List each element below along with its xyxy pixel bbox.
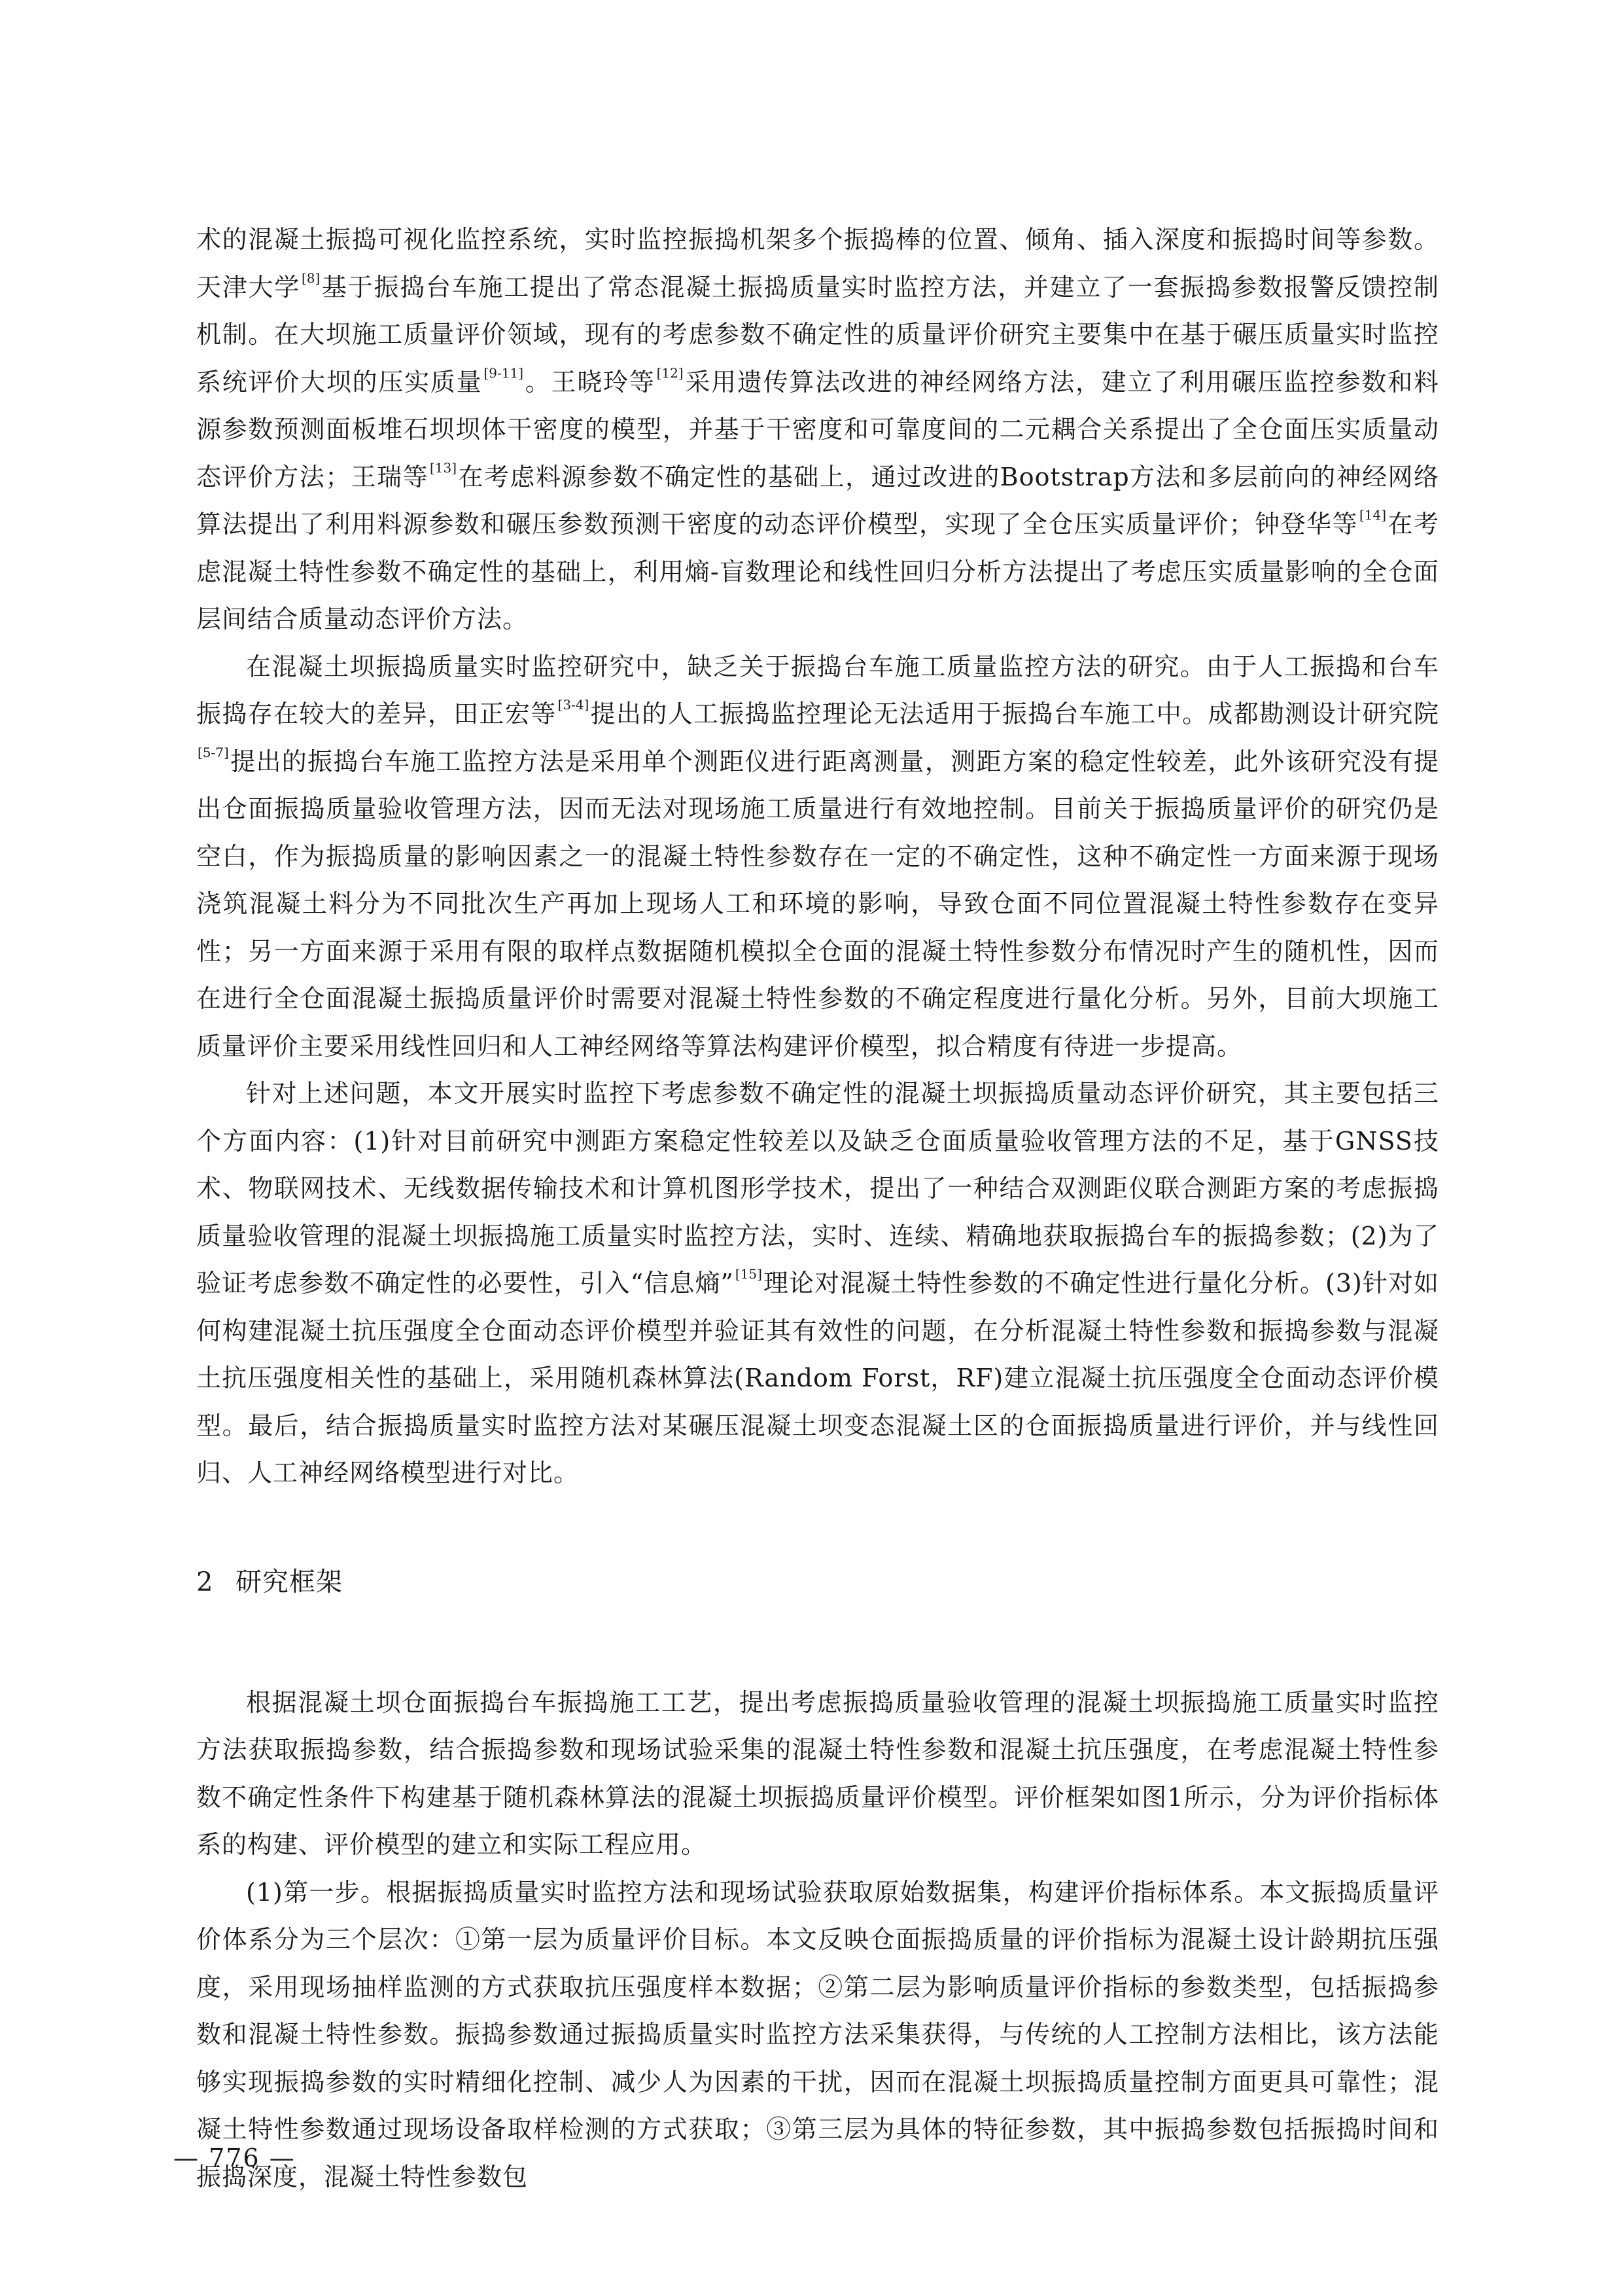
paragraph: [196, 643, 1439, 1070]
paragraph-text: 提出的人工振捣监控理论无法适用于振捣台车施工中。成都勘测设计研究院: [590, 699, 1439, 728]
intro-paragraphs: [196, 216, 1439, 1497]
citation-ref: [15]: [735, 1266, 762, 1282]
citation-ref: [14]: [1359, 507, 1387, 523]
paragraph-text: 在考虑混凝土特性参数不确定性的基础上，利用熵-盲数理论和线性回归分析方法提出了考虑压实质量影响的全仓面层间结合质量动态评价方法。: [196, 510, 1439, 633]
paragraph: [196, 1869, 1439, 2201]
paragraph-text: 根据混凝土坝仓面振捣台车振捣施工工艺，提出考虑振捣质量验收管理的混凝土坝振捣施工质量实时监控方法获取振捣参数，结合振捣参数和现场试验采集的混凝土特性参数和混凝土抗压强度，在考虑混凝土特性参数不确定性条件下构建基于随机森林算法的混凝土坝振捣质量评价模型。评价框架如图1所示，分为评价指标体系的构建、评价模型的建立和实际工程应用。: [196, 1687, 1439, 1859]
paragraph-text: 基于振捣台车施工提出了常态混凝土振捣质量实时监控方法，并建立了一套振捣参数报警反馈控制机制。在大坝施工质量评价领域，现有的考虑参数不确定性的质量评价研究主要集中在基于碾压质量实时监控系统评价大坝的压实质量: [196, 272, 1439, 397]
section-number: 2: [196, 1566, 214, 1597]
paragraph-text: 理论对混凝土特性参数的不确定性进行量化分析。(3)针对如何构建混凝土抗压强度全仓面动态评价模型并验证其有效性的问题，在分析混凝土特性参数和振捣参数与混凝土抗压强度相关性的基础上，采用随机森林算法(Random Forst，RF)建立混凝土抗压强度全仓面动态评价模型。最后，结合振捣质量实时监控方法对某碾压混凝土坝变态混凝土区的仓面振捣质量进行评价，并与线性回归、人工神经网络模型进行对比。: [196, 1269, 1439, 1487]
citation-ref: [8]: [301, 270, 321, 286]
paragraph-text: 。王晓玲等: [525, 367, 655, 397]
paragraph-text: 采用遗传算法改进的神经网络方法，建立了利用碾压监控参数和料源参数预测面板堆石坝坝体干密度的模型，并基于干密度和可靠度间的二元耦合关系提出了全仓面压实质量动态评价方法；王瑞等: [196, 367, 1439, 491]
paragraph-text: (1)第一步。根据振捣质量实时监控方法和现场试验获取原始数据集，构建评价指标体系。本文振捣质量评价体系分为三个层次：①第一层为质量评价目标。本文反映仓面振捣质量的评价指标为混凝土设计龄期抗压强度，采用现场抽样监测的方式获取抗压强度样本数据；②第二层为影响质量评价指标的参数类型，包括振捣参数和混凝土特性参数。振捣参数通过振捣质量实时监控方法采集获得，与传统的人工控制方法相比，该方法能够实现振捣参数的实时精细化控制、减少人为因素的干扰，因而在混凝土坝振捣质量控制方面更具可靠性；混凝土特性参数通过现场设备取样检测的方式获取；③第三层为具体的特征参数，其中振捣参数包括振捣时间和振捣深度，混凝土特性参数包: [196, 1877, 1439, 2191]
section-title: 研究框架: [236, 1566, 343, 1597]
paragraph: [196, 1070, 1439, 1497]
page-number: — 776 —: [173, 2144, 296, 2172]
citation-ref: [12]: [656, 364, 684, 381]
page-body: [196, 216, 1439, 2200]
citation-ref: [13]: [430, 459, 457, 476]
paragraph: [196, 1679, 1439, 1869]
citation-ref: [3-4]: [557, 697, 589, 713]
framework-paragraphs: [196, 1679, 1439, 2201]
paragraph-text: 针对上述问题，本文开展实时监控下考虑参数不确定性的混凝土坝振捣质量动态评价研究，其主要包括三个方面内容：(1)针对目前研究中测距方案稳定性较差以及缺乏仓面质量验收管理方法的不足，基于GNSS技术、物联网技术、无线数据传输技术和计算机图形学技术，提出了一种结合双测距仪联合测距方案的考虑振捣质量验收管理的混凝土坝振捣施工质量实时监控方法，实时、连续、精确地获取振捣台车的振捣参数；(2)为了验证考虑参数不确定性的必要性，引入“信息熵”: [196, 1079, 1439, 1298]
citation-ref: [5-7]: [198, 744, 229, 760]
paragraph-text: 在考虑料源参数不确定性的基础上，通过改进的Bootstrap方法和多层前向的神经网络算法提出了利用料源参数和碾压参数预测干密度的动态评价模型，实现了全仓压实质量评价；钟登华等: [196, 462, 1439, 539]
paragraph-text: 术的混凝土振捣可视化监控系统，实时监控振捣机架多个振捣棒的位置、倾角、插入深度和振捣时间等参数。天津大学: [196, 225, 1439, 302]
section-heading: [196, 1563, 1439, 1602]
paragraph: [196, 216, 1439, 643]
paragraph-text: 提出的振捣台车施工监控方法是采用单个测距仪进行距离测量，测距方案的稳定性较差，此外该研究没有提出仓面振捣质量验收管理方法，因而无法对现场施工质量进行有效地控制。目前关于振捣质量评价的研究仍是空白，作为振捣质量的影响因素之一的混凝土特性参数存在一定的不确定性，这种不确定性一方面来源于现场浇筑混凝土料分为不同批次生产再加上现场人工和环境的影响，导致仓面不同位置混凝土特性参数存在变异性；另一方面来源于采用有限的取样点数据随机模拟全仓面的混凝土特性参数分布情况时产生的随机性，因而在进行全仓面混凝土振捣质量评价时需要对混凝土特性参数的不确定程度进行量化分析。另外，目前大坝施工质量评价主要采用线性回归和人工神经网络等算法构建评价模型，拟合精度有待进一步提高。: [196, 747, 1439, 1061]
citation-ref: [9-11]: [483, 364, 523, 381]
paragraph-text: 在混凝土坝振捣质量实时监控研究中，缺乏关于振捣台车施工质量监控方法的研究。由于人工振捣和台车振捣存在较大的差异，田正宏等: [196, 652, 1439, 728]
